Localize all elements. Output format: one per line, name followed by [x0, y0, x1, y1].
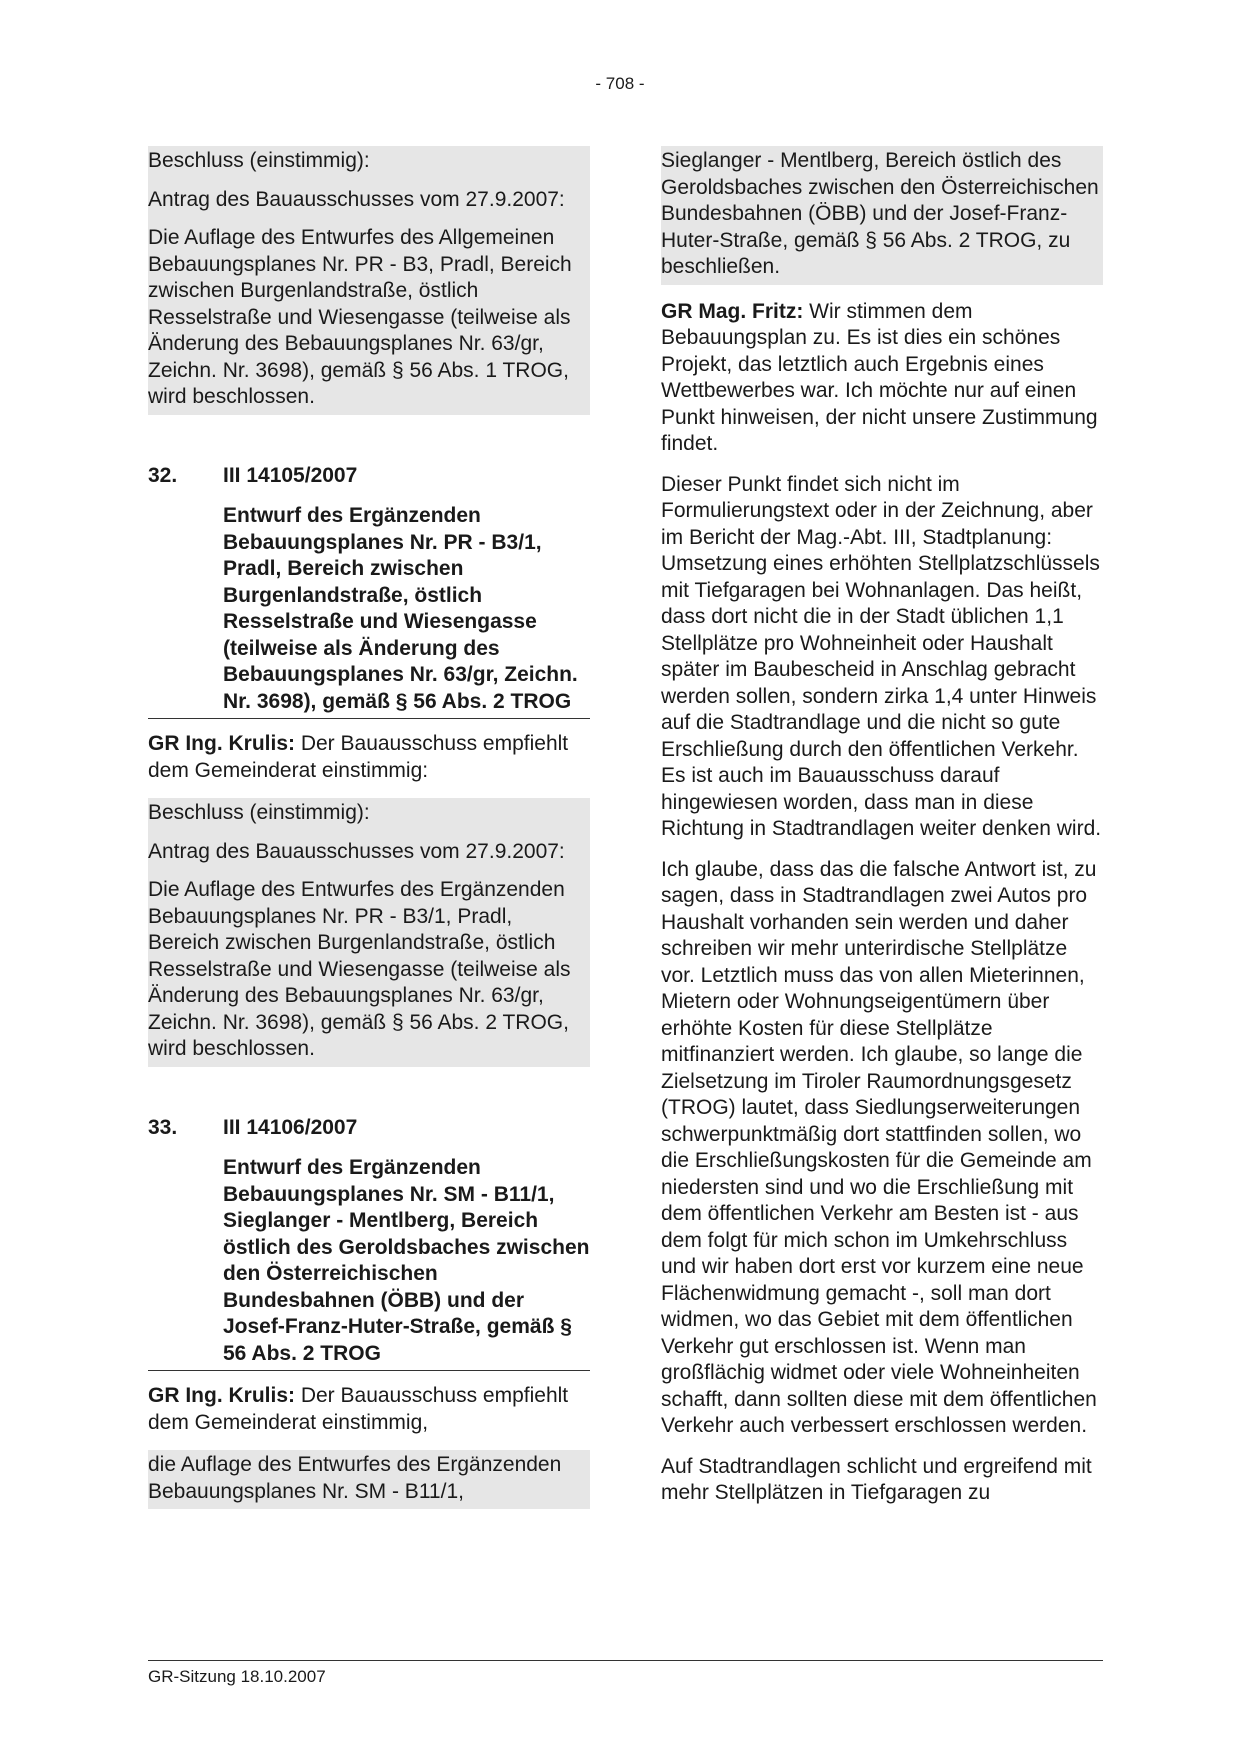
speaker-text: Der Bauausschuss empfiehlt dem Gemeinderat einstimmig:: [148, 732, 569, 782]
resolution-block-item33: [148, 1450, 590, 1509]
left-column: [148, 146, 590, 1509]
resolution-text-continued: Sieglanger - Mentlberg, Bereich östlich des Geroldsbaches zwischen den Österreichischen Bundesbahnen (ÖBB) und der Josef-Franz-Huter-Straße, gemäß § 56 Abs. 2 TROG, zu beschließen.: [661, 149, 1099, 278]
motion-reference: Antrag des Bauausschusses vom 27.9.2007:: [148, 839, 565, 863]
item-heading: [148, 1115, 590, 1142]
speaker-paragraph: [661, 299, 1103, 458]
item-number: 33.: [148, 1115, 178, 1139]
resolution-block-item31: [148, 146, 590, 415]
speaker-text: Wir stimmen dem Bebauungsplan zu. Es ist dies ein schönes Projekt, das letztlich auch Ergebnis eines Wettbewerbes war. Ich möchte nur auf einen Punkt hinweisen, der nicht unsere Zustimmung findet.: [661, 299, 1098, 455]
item-reference: III 14106/2007: [223, 1115, 358, 1139]
item-reference: III 14105/2007: [223, 463, 358, 487]
resolution-label: Beschluss (einstimmig):: [148, 801, 370, 824]
resolution-block-continued: [661, 146, 1103, 285]
resolution-text: die Auflage des Entwurfes des Ergänzenden Bebauungsplanes Nr. SM - B11/1,: [148, 1453, 562, 1503]
speaker-paragraph: [148, 1383, 590, 1436]
page-number: - 708 -: [595, 74, 645, 93]
resolution-label: Beschluss (einstimmig):: [148, 149, 370, 172]
speaker-name: GR Ing. Krulis:: [148, 732, 295, 755]
speaker-name: GR Mag. Fritz:: [661, 299, 804, 323]
resolution-block-item32: [148, 798, 590, 1067]
item-title: Entwurf des Ergänzenden Bebauungsplanes Nr. SM - B11/1, Sieglanger - Mentlberg, Bereich östlich des Geroldsbaches zwischen den Österreichischen Bundesbahnen (ÖBB) und der Josef-Franz-Huter-Straße, gemäß § 56 Abs. 2 TROG: [148, 1155, 590, 1371]
item-number: 32.: [148, 463, 178, 487]
footer-session: GR-Sitzung 18.10.2007: [148, 1667, 326, 1686]
body-paragraph: Ich glaube, dass das die falsche Antwort ist, zu sagen, dass in Stadtrandlagen zwei Autos pro Haushalt vorhanden sein werden und daher schreiben wir mehr unterirdische Stellplätze vor. Letztlich muss das von allen Mieterinnen, Mietern oder Wohnungseigentümern über erhöhte Kosten für diese Stellplätze mitfinanziert werden. Ich glaube, so lange die Zielsetzung im Tiroler Raumordnungsgesetz (TROG) lautet, dass Siedlungserweiterungen schwerpunktmäßig dort stattfinden sollen, wo die Erschließungskosten für die Gemeinde am niedersten sind und wo die Erschließung mit dem öffentlichen Verkehr am Besten ist - aus dem folgt für mich schon im Umkehrschluss und wir haben dort erst vor kurzem eine neue Flächenwidmung gemacht -, soll man dort widmen, wo das Gebiet mit dem öffentlichen Verkehr gut erschlossen ist. Wenn man großflächig widmet oder viele Wohneinheiten schafft, dann sollten diese mit dem öffentlichen Verkehr auch verbessert erschlossen werden.: [661, 857, 1097, 1437]
speaker-name: GR Ing. Krulis:: [148, 1384, 295, 1407]
agenda-item-33: [148, 1115, 590, 1510]
resolution-text: Die Auflage des Entwurfes des Ergänzenden Bebauungsplanes Nr. PR - B3/1, Pradl, Bereich zwischen Burgenlandstraße, östlich Resselstraße und Wiesengasse (teilweise als Änderung des Bebauungsplanes Nr. 63/gr, Zeichn. Nr. 3698), gemäß § 56 Abs. 2 TROG, wird beschlossen.: [148, 878, 571, 1060]
resolution-text: Die Auflage des Entwurfes des Allgemeinen Bebauungsplanes Nr. PR - B3, Pradl, Bereich zwischen Burgenlandstraße, östlich Resselstraße und Wiesengasse (teilweise als Änderung des Bebauungsplanes Nr. 63/gr, Zeichn. Nr. 3698), gemäß § 56 Abs. 1 TROG, wird beschlossen.: [148, 226, 572, 408]
speaker-text: Der Bauausschuss empfiehlt dem Gemeinderat einstimmig,: [148, 1384, 569, 1434]
item-heading: [148, 463, 590, 490]
footer-divider: [148, 1660, 1103, 1661]
body-paragraph: Dieser Punkt findet sich nicht im Formulierungstext oder in der Zeichnung, aber im Bericht der Mag.-Abt. III, Stadtplanung: Umsetzung eines erhöhten Stellplatzschlüssels mit Tiefgaragen bei Wohnanlagen. Das heißt, dass dort nicht die in der Stadt üblichen 1,1 Stellplätze pro Wohneinheit oder Haushalt später im Baubescheid in Anschlag gebracht werden sollen, sondern zirka 1,4 unter Hinweis auf die Stadtrandlage und die nicht so gute Erschließung durch den öffentlichen Verkehr. Es ist auch im Bauausschuss darauf hingewiesen worden, dass man in diese Richtung in Stadtrandlagen weiter denken wird.: [661, 472, 1102, 840]
agenda-item-32: [148, 463, 590, 1067]
motion-reference: Antrag des Bauausschusses vom 27.9.2007:: [148, 187, 565, 211]
body-paragraph: Auf Stadtrandlagen schlicht und ergreifend mit mehr Stellplätzen in Tiefgaragen zu: [661, 1454, 1092, 1504]
speaker-paragraph: [148, 731, 590, 784]
right-column: [661, 146, 1103, 1521]
item-title: Entwurf des Ergänzenden Bebauungsplanes Nr. PR - B3/1, Pradl, Bereich zwischen Burgenlandstraße, östlich Resselstraße und Wiesengasse (teilweise als Änderung des Bebauungsplanes Nr. 63/gr, Zeichn. Nr. 3698), gemäß § 56 Abs. 2 TROG: [148, 503, 590, 719]
